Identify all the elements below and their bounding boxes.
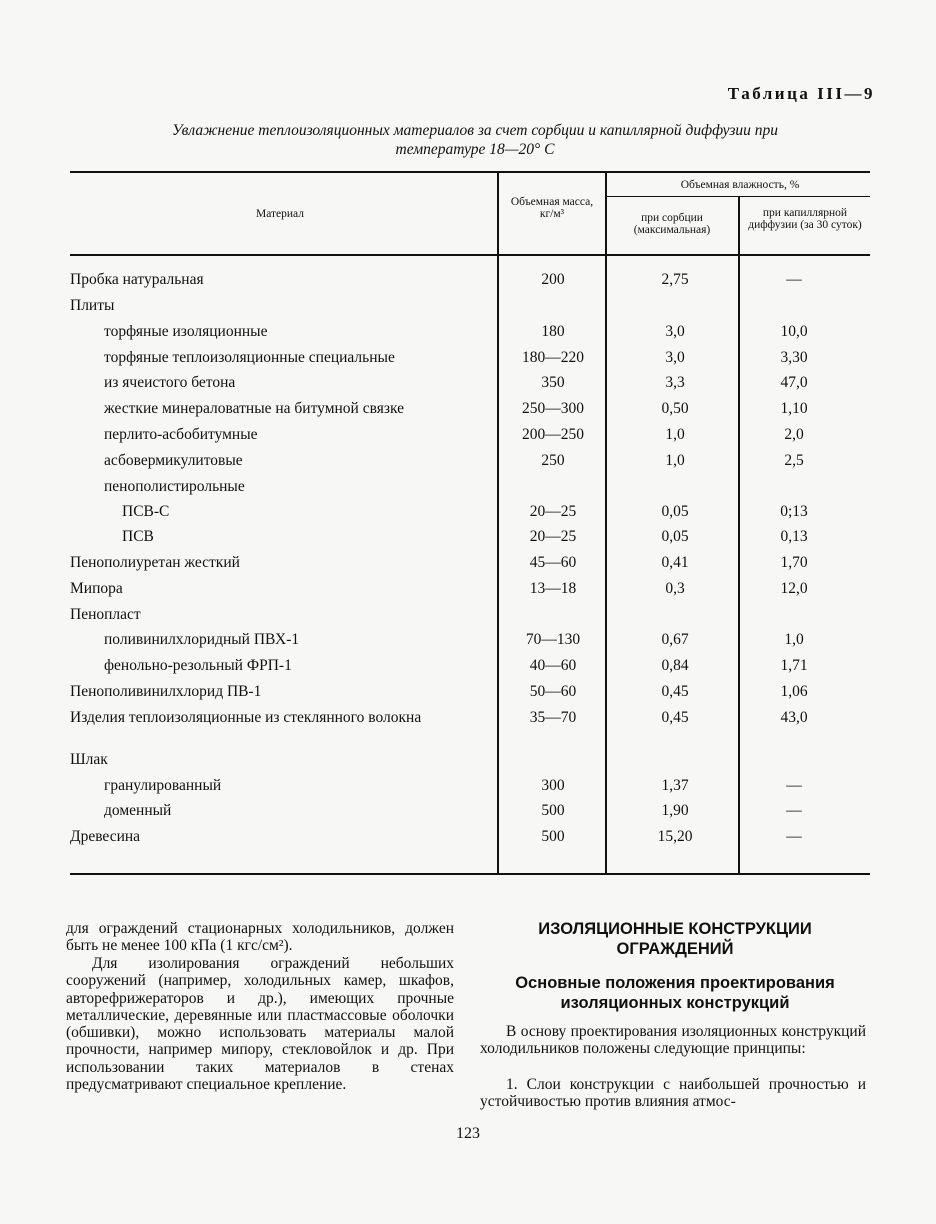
material-name: Мипора bbox=[70, 580, 123, 597]
material-name: фенольно-резольный ФРП-1 bbox=[104, 657, 292, 674]
capillary-value: 0;13 bbox=[780, 503, 808, 520]
capillary-value: — bbox=[786, 802, 802, 819]
capillary-value: 1,06 bbox=[780, 683, 808, 700]
left-paragraph-1-text: для ограждений стационарных холодильников, должен быть не менее 100 кПа (1 кгс/см²). bbox=[66, 920, 454, 955]
capillary-value: — bbox=[786, 828, 802, 845]
mass-value: 45—60 bbox=[529, 554, 577, 571]
material-name: Древесина bbox=[70, 828, 141, 845]
header-humidity: Объемная влажность, % bbox=[680, 179, 800, 191]
sorption-value: 0,45 bbox=[661, 709, 689, 726]
capillary-value: 10,0 bbox=[780, 323, 808, 340]
capillary-value: — bbox=[786, 777, 802, 794]
capillary-value: 0,13 bbox=[780, 528, 808, 545]
material-name: Пробка натуральная bbox=[70, 271, 204, 288]
mass-value: 13—18 bbox=[529, 580, 577, 597]
sorption-value: 0,05 bbox=[661, 528, 689, 545]
sorption-value: 3,0 bbox=[665, 323, 685, 340]
mass-value: 200—250 bbox=[522, 426, 584, 443]
capillary-value: 47,0 bbox=[780, 374, 808, 391]
capillary-value: 2,0 bbox=[784, 426, 804, 443]
left-paragraph-1 bbox=[66, 920, 454, 955]
material-name: жесткие минераловатные на битумной связке bbox=[104, 400, 405, 417]
material-name: ПСВ bbox=[122, 528, 154, 545]
capillary-value: — bbox=[786, 271, 802, 288]
material-name: перлито-асбобитумные bbox=[104, 426, 258, 443]
material-name: ПСВ-С bbox=[122, 503, 170, 520]
sorption-value: 15,20 bbox=[657, 828, 693, 845]
material-group: Плиты bbox=[70, 297, 115, 314]
mass-value: 250—300 bbox=[522, 400, 584, 417]
material-group: пенополистирольные bbox=[104, 478, 245, 495]
material-name: Пенополиуретан жесткий bbox=[70, 554, 240, 571]
sorption-value: 0,67 bbox=[661, 631, 689, 648]
sorption-value: 3,3 bbox=[665, 374, 685, 391]
sorption-value: 1,0 bbox=[665, 426, 685, 443]
mass-value: 40—60 bbox=[529, 657, 577, 674]
table-caption: Увлажнение теплоизоляционных материалов за счет сорбции и капиллярной диффузии при температуре 18—20° С bbox=[171, 122, 778, 158]
sorption-value: 2,75 bbox=[661, 271, 689, 288]
capillary-value: 1,70 bbox=[780, 554, 808, 571]
capillary-value: 1,0 bbox=[784, 631, 804, 648]
sorption-value: 0,41 bbox=[661, 554, 689, 571]
mass-value: 500 bbox=[541, 828, 565, 845]
header-sorption: при сорбции (максимальная) bbox=[633, 212, 711, 236]
mass-value: 250 bbox=[541, 452, 565, 469]
mass-value: 180 bbox=[541, 323, 565, 340]
material-name: асбовермикулитовые bbox=[104, 452, 243, 469]
mass-value: 500 bbox=[541, 802, 565, 819]
sorption-value: 1,90 bbox=[661, 802, 689, 819]
header-material: Материал bbox=[255, 208, 304, 220]
sorption-value: 0,45 bbox=[661, 683, 689, 700]
sorption-value: 0,3 bbox=[665, 580, 685, 597]
column-divider-3 bbox=[738, 197, 740, 874]
mass-value: 300 bbox=[541, 777, 565, 794]
table-bottom-rule bbox=[70, 873, 870, 875]
material-group: Шлак bbox=[70, 751, 108, 768]
sorption-value: 1,0 bbox=[665, 452, 685, 469]
capillary-value: 2,5 bbox=[784, 452, 804, 469]
table-top-rule bbox=[70, 171, 870, 173]
sorption-value: 0,84 bbox=[661, 657, 689, 674]
header-capillary: при капиллярной диффузии (за 30 суток) bbox=[748, 207, 862, 231]
material-name: доменный bbox=[104, 802, 172, 819]
material-name: поливинилхлоридный ПВХ-1 bbox=[104, 631, 300, 648]
right-paragraph-2 bbox=[480, 1076, 866, 1111]
material-name: гранулированный bbox=[104, 777, 222, 794]
sorption-value: 0,50 bbox=[661, 400, 689, 417]
mass-value: 350 bbox=[541, 374, 565, 391]
material-name: Пенополивинилхлорид ПВ-1 bbox=[70, 683, 262, 700]
header-mass: Объемная масса, кг/м³ bbox=[510, 196, 594, 220]
section-heading: ИЗОЛЯЦИОННЫЕ КОНСТРУКЦИИ ОГРАЖДЕНИЙ bbox=[538, 920, 812, 958]
left-paragraph-2-text: Для изолирования ограждений небольших сооружений (например, холодильных камер, шкафов, авторефрижераторов и др.), имеющих прочные металлические, деревянные или пластмассовые оболочки (обшивки), можно использовать материалы малой прочности, например мипору, стекловойлок и др. При использовании таких материалов в стенах предусматривают специальное крепление. bbox=[66, 955, 454, 1094]
mass-value: 20—25 bbox=[529, 503, 577, 520]
left-paragraph-2 bbox=[66, 955, 454, 1093]
capillary-value: 12,0 bbox=[780, 580, 808, 597]
material-name: Изделия теплоизоляционные из стеклянного волокна bbox=[70, 709, 422, 726]
table-number: Таблица III—9 bbox=[727, 84, 875, 103]
column-divider-1 bbox=[497, 171, 499, 874]
right-paragraph-1-text: В основу проектирования изоляционных конструкций холодильников положены следующие принципы: bbox=[480, 1023, 866, 1058]
right-paragraph-1 bbox=[480, 1023, 866, 1058]
capillary-value: 3,30 bbox=[780, 349, 808, 366]
sorption-value: 0,05 bbox=[661, 503, 689, 520]
mass-value: 70—130 bbox=[525, 631, 581, 648]
material-group: Пенопласт bbox=[70, 606, 141, 623]
capillary-value: 43,0 bbox=[780, 709, 808, 726]
material-name: торфяные теплоизоляционные специальные bbox=[104, 349, 395, 366]
header-bottom-rule bbox=[70, 254, 870, 256]
right-paragraph-2-text: 1. Слои конструкции с наибольшей прочностью и устойчивостью против влияния атмос- bbox=[480, 1076, 866, 1111]
mass-value: 180—220 bbox=[522, 349, 584, 366]
capillary-value: 1,10 bbox=[780, 400, 808, 417]
mass-value: 35—70 bbox=[529, 709, 577, 726]
mass-value: 20—25 bbox=[529, 528, 577, 545]
mass-value: 50—60 bbox=[529, 683, 577, 700]
material-name: из ячеистого бетона bbox=[104, 374, 236, 391]
mass-value: 200 bbox=[541, 271, 565, 288]
page-number: 123 bbox=[456, 1125, 480, 1142]
material-name: торфяные изоляционные bbox=[104, 323, 268, 340]
sorption-value: 1,37 bbox=[661, 777, 689, 794]
capillary-value: 1,71 bbox=[780, 657, 808, 674]
sorption-value: 3,0 bbox=[665, 349, 685, 366]
subsection-heading: Основные положения проектирования изоляционных конструкций bbox=[515, 974, 835, 1012]
